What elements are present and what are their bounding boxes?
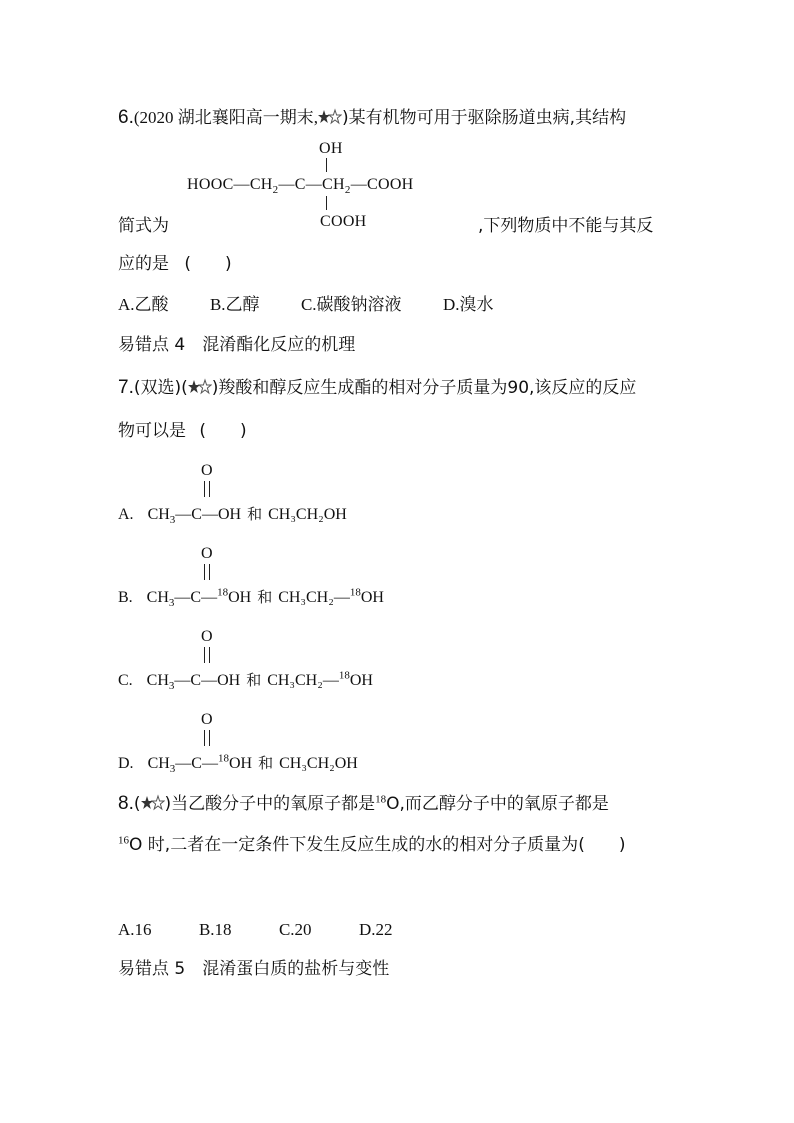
- option-a: A. $CH_3—C—OH$ 和 CH₃CH₂OH: [118, 505, 347, 527]
- option-d-carbonyl-o: O: [201, 711, 213, 728]
- q8-stem-line1: 8.( )当乙酸分子中的氧原子都是$^{18}$O,而乙醇分子中的氧原子都是: [118, 793, 609, 814]
- option-a-carbonyl-o: O: [201, 462, 213, 479]
- option-c: C.碳酸钠溶液: [300, 295, 402, 314]
- q7-stem-line2: 物可以是 ( ): [118, 421, 247, 441]
- option-a-double-bond: [204, 481, 210, 497]
- error-point-5-heading: 易错点 5 混淆蛋白质的盐析与变性: [118, 959, 390, 979]
- two-star-icon: [318, 108, 342, 126]
- question-number: 8.: [118, 793, 134, 814]
- option-a: A.乙酸: [118, 295, 169, 314]
- option-c-double-bond: [204, 647, 210, 663]
- q6-source: (2020 湖北襄阳高一期末,: [133, 108, 319, 127]
- option-b: B.18: [198, 920, 232, 939]
- q6-stem-line2: 简式为: [118, 216, 169, 236]
- option-a: A.16: [118, 920, 152, 939]
- question-number: 7.: [118, 377, 134, 398]
- struct-oh: OH: [319, 140, 343, 157]
- answer-blank: ( ): [199, 421, 247, 441]
- option-b: B. $CH_3—C—^{18}OH$ 和 CH₃CH₂—$^{18}$OH: [118, 586, 384, 610]
- option-d: D.溴水: [442, 295, 494, 314]
- error-point-4-heading: 易错点 4 混淆酯化反应的机理: [118, 335, 356, 355]
- answer-blank: ( ): [578, 835, 626, 855]
- option-d: D. $CH_3—C—^{18}OH$ 和 CH₃CH₂OH: [118, 752, 358, 776]
- option-c: C. $CH_3—C—OH$ 和 CH₃CH₂—$^{18}$OH: [118, 669, 373, 693]
- option-c-carbonyl-o: O: [201, 628, 213, 645]
- two-star-icon: [141, 794, 165, 812]
- two-star-icon: [188, 378, 212, 396]
- q6-stem-a: )某有机物可用于驱除肠道虫病,其结构: [342, 108, 627, 128]
- q7-stem-line1: [118, 377, 636, 399]
- q8-stem-line2: $^{16}$O 时,二者在一定条件下发生反应生成的水的相对分子质量为( ): [118, 834, 626, 855]
- struct-cooh: COOH: [320, 213, 367, 230]
- q6-stem-line3: 应的是 ( ): [118, 254, 232, 274]
- option-d-double-bond: [204, 730, 210, 746]
- answer-blank: ( ): [184, 254, 232, 274]
- option-b-carbonyl-o: O: [201, 545, 213, 562]
- q7-stem-a: )羧酸和醇反应生成酯的相对分子质量为90,该反应的反应: [211, 378, 637, 398]
- q6-options: [118, 294, 493, 316]
- q7-tag: (双选)(: [133, 378, 188, 398]
- q8-options: [118, 919, 392, 941]
- option-d: D.22: [358, 920, 393, 939]
- option-b: B.乙醇: [209, 295, 260, 314]
- struct-bond-bottom: [326, 196, 327, 210]
- option-b-double-bond: [204, 564, 210, 580]
- q6-stem-line1: [118, 107, 626, 129]
- option-c: C.20: [278, 920, 312, 939]
- q6-stem-line2-suffix: ,下列物质中不能与其反: [478, 216, 654, 236]
- struct-main-chain: $HOOC—CH_2—C—CH_2—COOH$: [187, 176, 414, 197]
- struct-bond-top: [326, 158, 327, 172]
- question-number: 6.: [118, 107, 134, 128]
